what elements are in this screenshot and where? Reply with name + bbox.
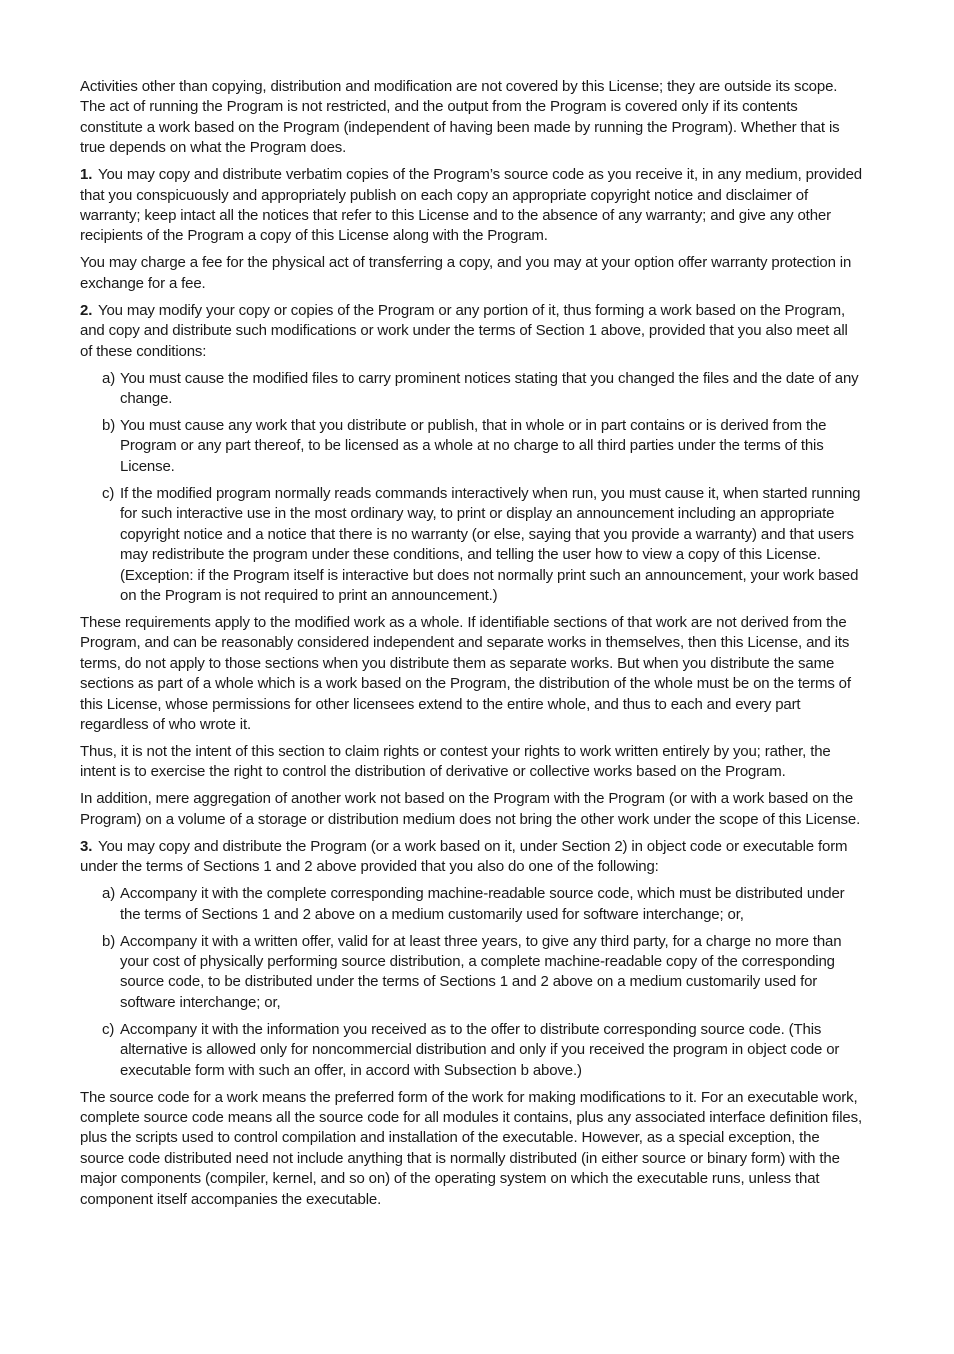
item-letter: c) xyxy=(102,1020,115,1038)
section-3-options-list xyxy=(80,884,862,1081)
item-text: Accompany it with the complete corresponding machine-readable source code, which must be distributed under the terms of Sections 1 and 2 above on a medium customarily used for software interchange; or, xyxy=(120,885,845,923)
section-2-text: You may modify your copy or copies of the Program or any portion of it, thus forming a work based on the Program, and copy and distribute such modifications or work under the terms of Section 1 above, provided that you also meet all of these conditions: xyxy=(80,301,848,360)
item-letter: b) xyxy=(102,932,116,950)
item-text: Accompany it with a written offer, valid for at least three years, to give any third party, for a charge no more than your cost of physically performing source distribution, a complete machine-readable copy of the corresponding source code, to be distributed under the terms of Sections 1 and 2 above on a medium customarily used for software interchange; or, xyxy=(120,932,842,1011)
intro-paragraph: Activities other than copying, distribution and modification are not covered by this License; they are outside its scope. The act of running the Program is not restricted, and the output from the Program is covered only if its contents constitute a work based on the Program (independent of having been made by running the Program). Whether that is true depends on what the Program does. xyxy=(80,78,840,157)
requirements-paragraph: These requirements apply to the modified work as a whole. If identifiable sections of that work are not derived from the Program, and can be reasonably considered independent and separate works in themselves, then this License, and its terms, do not apply to those sections when you distribute them as separate works. But when you distribute the same sections as part of a whole which is a work based on the Program, the distribution of the whole must be on the terms of this License, whose permissions for other licensees extend to the entire whole, and thus to each and every part regardless of who wrote it. xyxy=(80,613,851,733)
list-item xyxy=(80,416,862,477)
item-text: You must cause the modified files to carry prominent notices stating that you changed the files and the date of any change. xyxy=(120,369,859,408)
document-page xyxy=(80,77,862,1217)
section-number: 3. xyxy=(80,837,93,855)
section-2-conditions-list xyxy=(80,369,862,607)
list-item xyxy=(80,484,862,606)
item-letter: a) xyxy=(102,369,116,387)
section-number: 1. xyxy=(80,166,93,184)
list-item xyxy=(80,932,862,1014)
fee-paragraph: You may charge a fee for the physical act of transferring a copy, and you may at your option offer warranty protection in exchange for a fee. xyxy=(80,254,852,292)
item-letter: a) xyxy=(102,885,116,903)
item-text: If the modified program normally reads commands interactively when run, you must cause it, when started running for such interactive use in the most ordinary way, to print or display an announcement including an appropriate copyright notice and a notice that there is no warranty (or else, saying that you provide a warranty) and that users may redistribute the program under these conditions, and telling the user how to view a copy of this License. (Exception: if the Program itself is interactive but does not normally print such an announcement, your work based on the Program is not required to print an announcement.) xyxy=(120,484,861,604)
list-item xyxy=(80,1020,862,1081)
section-2-paragraph xyxy=(80,301,862,362)
list-item xyxy=(80,884,862,925)
item-letter: b) xyxy=(102,417,116,435)
intent-paragraph: Thus, it is not the intent of this section to claim rights or contest your rights to work written entirely by you; rather, the intent is to exercise the right to control the distribution of derivative or collective works based on the Program. xyxy=(80,742,831,781)
source-code-paragraph: The source code for a work means the preferred form of the work for making modifications to it. For an executable work, complete source code means all the source code for all modules it contains, plus any associated interface definition files, plus the scripts used to control compilation and installation of the executable. However, as a special exception, the source code distributed need not include anything that is normally distributed (in either source or binary form) with the major components (compiler, kernel, and so on) of the operating system on which the executable runs, unless that component itself accompanies the executable. xyxy=(80,1088,862,1208)
item-text: You must cause any work that you distribute or publish, that in whole or in part contains or is derived from the Program or any part thereof, to be licensed as a whole at no charge to all third parties under the terms of this License. xyxy=(120,417,827,475)
list-item xyxy=(80,369,862,410)
item-text: Accompany it with the information you received as to the offer to distribute corresponding source code. (This alternative is allowed only for noncommercial distribution and only if you received the program in object code or executable form with such an offer, in accord with Subsection b above.) xyxy=(120,1020,840,1079)
section-number: 2. xyxy=(80,301,93,319)
section-1-paragraph xyxy=(80,165,862,247)
item-letter: c) xyxy=(102,484,115,502)
section-3-paragraph xyxy=(80,837,862,878)
section-3-text: You may copy and distribute the Program (or a work based on it, under Section 2) in object code or executable form under the terms of Sections 1 and 2 above provided that you also do one of the following: xyxy=(80,837,848,876)
section-1-text: You may copy and distribute verbatim copies of the Program’s source code as you receive it, in any medium, provided that you conspicuously and appropriately publish on each copy an appropriate copyright notice and disclaimer of warranty; keep intact all the notices that refer to this License and to the absence of any warranty; and give any other recipients of the Program a copy of this License along with the Program. xyxy=(80,166,862,245)
aggregation-paragraph: In addition, mere aggregation of another work not based on the Program with the Program (or with a work based on the Program) on a volume of a storage or distribution medium does not bring the other work under the scope of this License. xyxy=(80,790,861,828)
